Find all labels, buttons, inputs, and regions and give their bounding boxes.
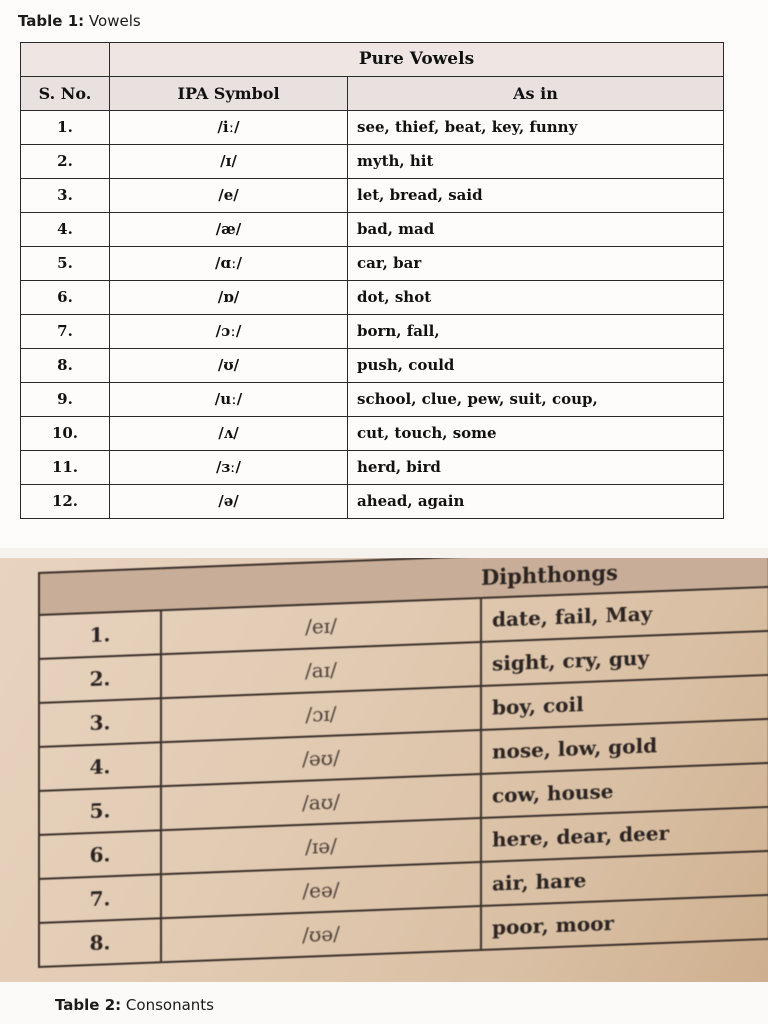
diphthongs-body	[39, 587, 768, 967]
example-words-cell: herd, bird	[348, 451, 724, 485]
example-words-cell: poor, moor	[481, 895, 768, 950]
example-words-cell: push, could	[348, 349, 724, 383]
diphthongs-photo-section	[0, 558, 768, 982]
ipa-symbol-cell: /e/	[110, 179, 348, 213]
serial-number-cell: 11.	[21, 451, 110, 485]
ipa-symbol-cell: /aɪ/	[161, 642, 481, 698]
table-2-caption-label: Table 2:	[55, 996, 122, 1014]
vowel-row	[21, 451, 724, 485]
example-words-cell: myth, hit	[348, 145, 724, 179]
example-words-cell: date, fail, May	[481, 587, 768, 642]
example-words-cell: cut, touch, some	[348, 417, 724, 451]
table-1-caption-label: Table 1:	[18, 12, 85, 30]
ipa-symbol-cell: /æ/	[110, 213, 348, 247]
example-words-cell: born, fall,	[348, 315, 724, 349]
serial-number-cell: 7.	[39, 874, 161, 923]
column-header-sno: S. No.	[21, 77, 110, 111]
vowel-row	[21, 111, 724, 145]
example-words-cell: sight, cry, guy	[481, 631, 768, 686]
serial-number-cell: 7.	[21, 315, 110, 349]
example-words-cell: dot, shot	[348, 281, 724, 315]
serial-number-cell: 9.	[21, 383, 110, 417]
table-2-caption-title: Consonants	[125, 996, 214, 1014]
ipa-symbol-cell: /ɪə/	[161, 818, 481, 874]
diphthongs-group-header: Diphthongs	[481, 559, 618, 590]
example-words-cell: here, dear, deer	[481, 807, 768, 862]
serial-number-cell: 1.	[21, 111, 110, 145]
serial-number-cell: 3.	[39, 698, 161, 747]
serial-number-cell: 4.	[39, 742, 161, 791]
serial-number-cell: 4.	[21, 213, 110, 247]
ipa-symbol-cell: /eə/	[161, 862, 481, 918]
ipa-symbol-cell: /ɔɪ/	[161, 686, 481, 742]
example-words-cell: school, clue, pew, suit, coup,	[348, 383, 724, 417]
example-words-cell: let, bread, said	[348, 179, 724, 213]
example-words-cell: see, thief, beat, key, funny	[348, 111, 724, 145]
vowel-row	[21, 281, 724, 315]
serial-number-cell: 1.	[39, 610, 161, 659]
pure-vowels-group-header-row	[21, 43, 724, 77]
vowel-row	[21, 485, 724, 519]
table-1-caption	[18, 12, 141, 30]
ipa-symbol-cell: /ɑː/	[110, 247, 348, 281]
vowel-row	[21, 315, 724, 349]
pure-vowels-group-header: Pure Vowels	[110, 43, 724, 77]
ipa-symbol-cell: /ʊə/	[161, 906, 481, 962]
table-2-caption	[55, 996, 214, 1014]
vowel-row	[21, 247, 724, 281]
column-header-as-in: As in	[348, 77, 724, 111]
vowel-row	[21, 145, 724, 179]
vowel-row	[21, 349, 724, 383]
ipa-symbol-cell: /eɪ/	[161, 598, 481, 654]
pure-vowels-table	[20, 42, 724, 519]
example-words-cell: air, hare	[481, 851, 768, 906]
pure-vowels-body	[21, 111, 724, 519]
section-gap	[0, 548, 768, 558]
serial-number-cell: 5.	[21, 247, 110, 281]
ipa-symbol-cell: /ɒ/	[110, 281, 348, 315]
serial-number-cell: 5.	[39, 786, 161, 835]
example-words-cell: bad, mad	[348, 213, 724, 247]
example-words-cell: boy, coil	[481, 675, 768, 730]
ipa-symbol-cell: /aʊ/	[161, 774, 481, 830]
diphthongs-table	[38, 558, 768, 968]
serial-number-cell: 6.	[39, 830, 161, 879]
serial-number-cell: 10.	[21, 417, 110, 451]
ipa-symbol-cell: /əʊ/	[161, 730, 481, 786]
ipa-symbol-cell: /uː/	[110, 383, 348, 417]
column-header-ipa: IPA Symbol	[110, 77, 348, 111]
vowel-row	[21, 213, 724, 247]
example-words-cell: cow, house	[481, 763, 768, 818]
serial-number-cell: 12.	[21, 485, 110, 519]
ipa-symbol-cell: /ə/	[110, 485, 348, 519]
diphthongs-table-wrapper	[38, 558, 768, 968]
serial-number-cell: 6.	[21, 281, 110, 315]
ipa-symbol-cell: /ɜː/	[110, 451, 348, 485]
example-words-cell: nose, low, gold	[481, 719, 768, 774]
ipa-symbol-cell: /iː/	[110, 111, 348, 145]
serial-number-cell: 2.	[39, 654, 161, 703]
ipa-symbol-cell: /ʊ/	[110, 349, 348, 383]
serial-number-cell: 8.	[21, 349, 110, 383]
vowel-row	[21, 383, 724, 417]
pure-vowels-column-header-row	[21, 77, 724, 111]
vowel-row	[21, 179, 724, 213]
table-1-caption-title: Vowels	[88, 12, 141, 30]
example-words-cell: ahead, again	[348, 485, 724, 519]
example-words-cell: car, bar	[348, 247, 724, 281]
table-2-area	[0, 982, 768, 1024]
ipa-symbol-cell: /ʌ/	[110, 417, 348, 451]
ipa-symbol-cell: /ɪ/	[110, 145, 348, 179]
serial-number-cell: 2.	[21, 145, 110, 179]
vowel-row	[21, 417, 724, 451]
serial-number-cell: 3.	[21, 179, 110, 213]
ipa-symbol-cell: /ɔː/	[110, 315, 348, 349]
serial-number-cell: 8.	[39, 918, 161, 967]
